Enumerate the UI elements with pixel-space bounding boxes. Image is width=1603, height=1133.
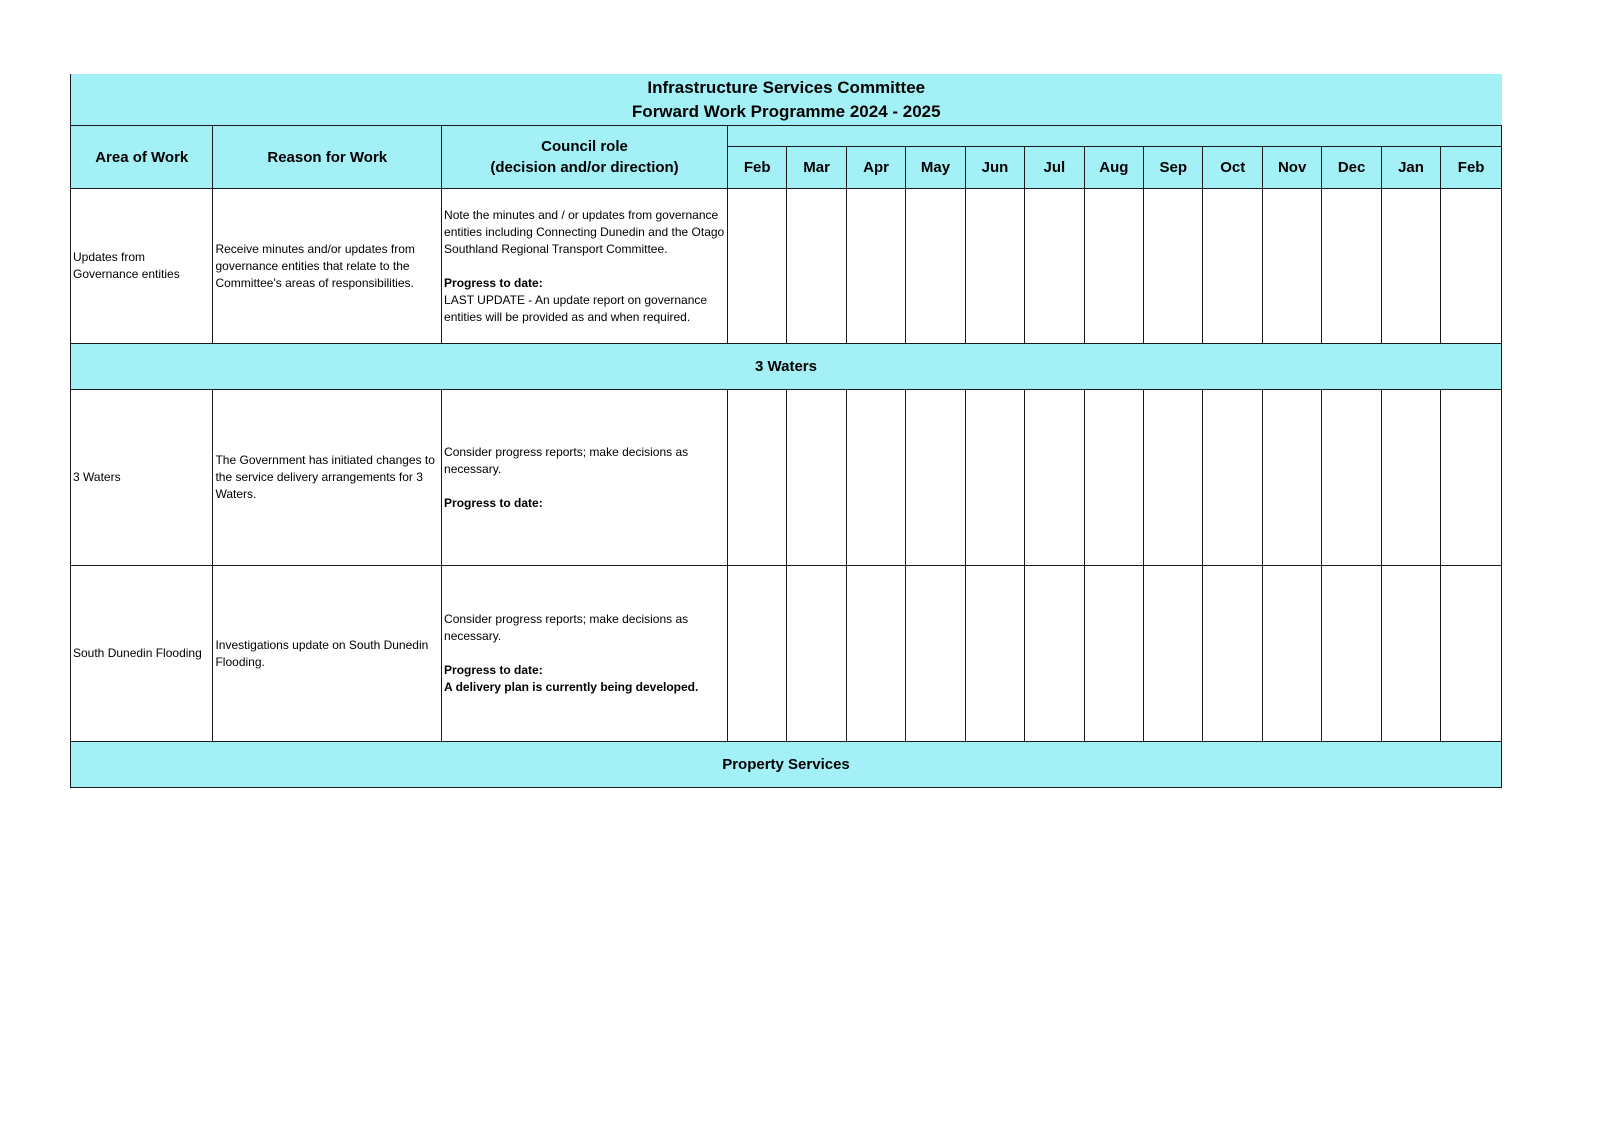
month-header: Feb [1441,147,1502,189]
area-of-work-cell: South Dunedin Flooding [71,566,213,742]
reason-for-work-cell: The Government has initiated changes to the service delivery arrangements for 3 Waters. [213,390,442,566]
table-row [71,566,1502,742]
reason-for-work-cell: Receive minutes and/or updates from governance entities that relate to the Committee's areas of responsibilities. [213,189,442,344]
month-header: Nov [1262,147,1321,189]
council-role-cell [442,566,728,742]
header-council-role-line-2: (decision and/or direction) [490,159,679,176]
month-header: Jul [1025,147,1084,189]
month-cell [1322,189,1381,344]
progress-label: Progress to date: [444,495,543,510]
header-reason-for-work: Reason for Work [213,126,442,189]
month-cell [1203,390,1262,566]
month-cell [1203,189,1262,344]
month-cell [1381,390,1440,566]
month-cell [1262,189,1321,344]
month-cell [1262,390,1321,566]
month-cell [727,390,786,566]
month-cell [787,390,846,566]
month-cell [787,566,846,742]
table-row [71,390,1502,566]
area-of-work-cell: Updates from Governance entities [71,189,213,344]
month-cell [1322,566,1381,742]
month-header: Dec [1322,147,1381,189]
month-header: Mar [787,147,846,189]
month-cell [906,566,965,742]
section-heading-3-waters: 3 Waters [71,344,1502,390]
month-cell [1025,566,1084,742]
header-council-role-line-1: Council role [541,138,628,155]
month-cell [1441,390,1502,566]
month-cell [1262,566,1321,742]
section-row [71,742,1502,788]
council-role-text: Consider progress reports; make decisions as necessary. [444,444,689,476]
month-cell [1084,566,1143,742]
month-header: Sep [1144,147,1203,189]
month-cell [1381,566,1440,742]
council-role-text: Note the minutes and / or updates from governance entities including Connecting Dunedin and the Otago Southland Regional Transport Committee. [444,207,725,256]
month-cell [906,189,965,344]
month-cell [965,566,1024,742]
page-title [71,74,1502,126]
month-cell [1381,189,1440,344]
month-cell [846,189,905,344]
council-role-cell [442,390,728,566]
month-cell [965,390,1024,566]
month-cell [1084,189,1143,344]
month-cell [846,390,905,566]
progress-text: LAST UPDATE - An update report on governance entities will be provided as and when required. [444,292,708,324]
month-cell [1203,566,1262,742]
month-cell [727,189,786,344]
month-cell [1322,390,1381,566]
progress-label: Progress to date: [444,275,543,290]
header-area-of-work: Area of Work [71,126,213,189]
month-cell [787,189,846,344]
month-header: Aug [1084,147,1143,189]
month-cell [846,566,905,742]
month-cell [1025,189,1084,344]
council-role-cell [442,189,728,344]
title-line-1: Infrastructure Services Committee [647,77,926,97]
progress-text: A delivery plan is currently being developed. [444,680,699,694]
area-of-work-cell: 3 Waters [71,390,213,566]
month-cell [1144,189,1203,344]
month-cell [1441,189,1502,344]
month-header: Jun [965,147,1024,189]
council-role-text: Consider progress reports; make decisions as necessary. [444,612,689,643]
month-cell [1144,566,1203,742]
month-cell [1025,390,1084,566]
month-cell [1144,390,1203,566]
month-cell [1084,390,1143,566]
month-header: Apr [846,147,905,189]
section-row [71,344,1502,390]
title-line-2: Forward Work Programme 2024 - 2025 [631,101,941,121]
month-header: May [906,147,965,189]
table-row [71,189,1502,344]
section-heading-property-services: Property Services [71,742,1502,788]
header-council-role [442,126,728,189]
reason-for-work-cell: Investigations update on South Dunedin Flooding. [213,566,442,742]
month-header: Oct [1203,147,1262,189]
progress-label: Progress to date: [444,663,543,677]
month-cell [906,390,965,566]
month-header: Jan [1381,147,1440,189]
month-cell [727,566,786,742]
forward-work-programme-table [70,74,1502,788]
month-header-band [727,126,1501,147]
month-header: Feb [727,147,786,189]
month-cell [965,189,1024,344]
month-cell [1441,566,1502,742]
